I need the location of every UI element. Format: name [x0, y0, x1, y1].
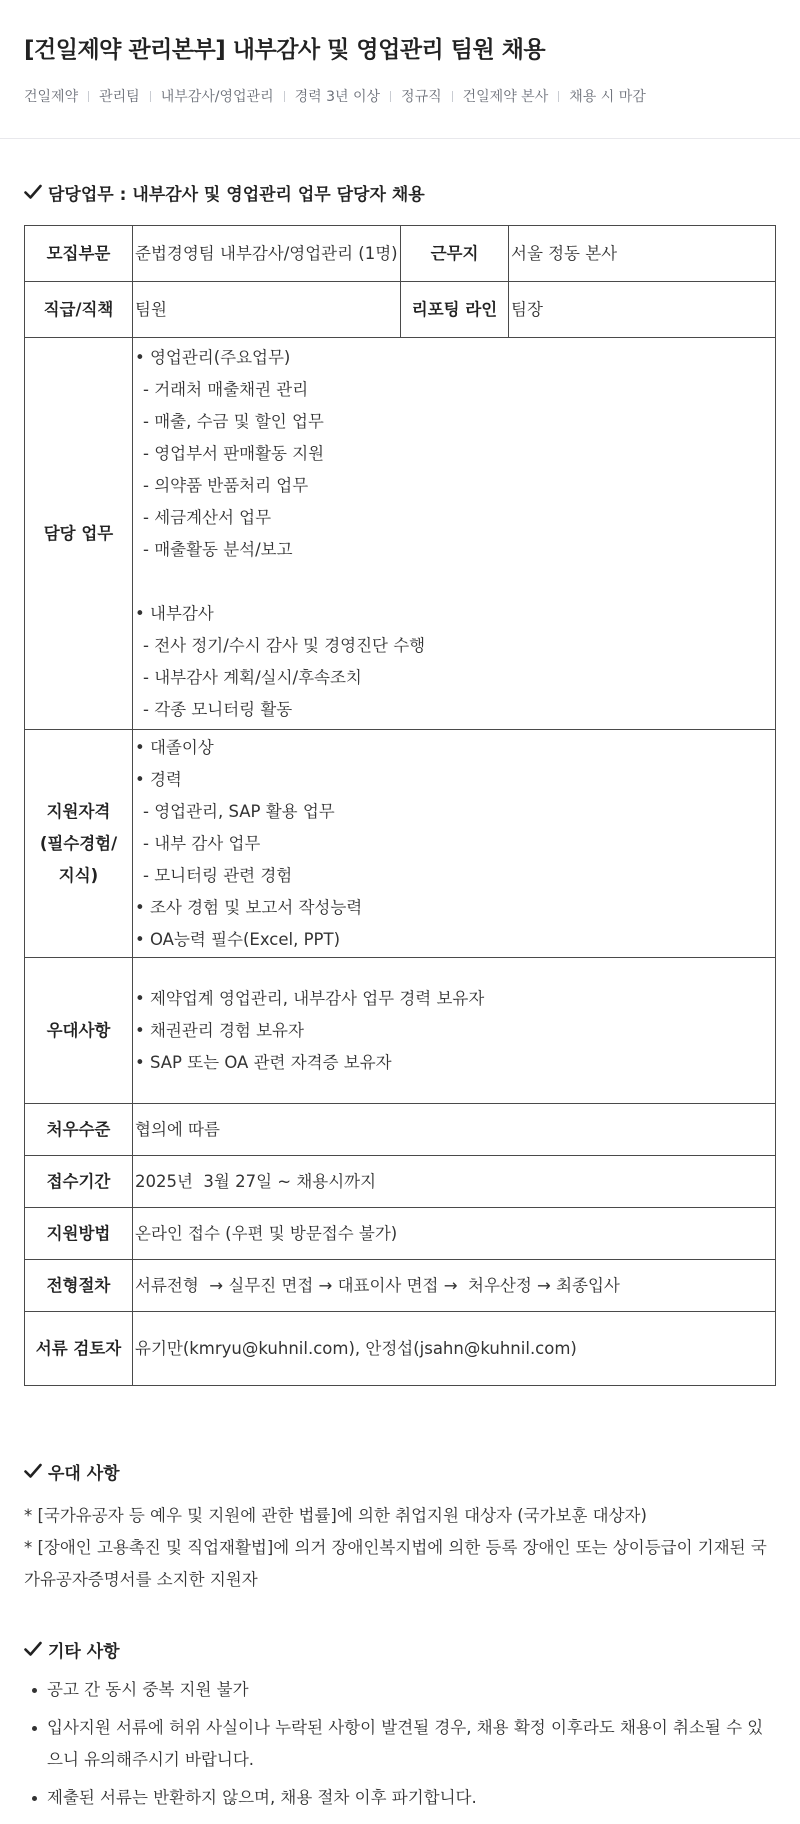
tag-employment-type: 정규직: [401, 89, 442, 105]
tasks-item: - 각종 모니터링 활동: [143, 700, 293, 719]
method-label: 지원방법: [25, 1208, 133, 1260]
qualification-item: • 대졸이상: [135, 737, 214, 757]
period-value: [133, 1156, 776, 1208]
table-row: [25, 730, 776, 958]
salary-value-text: 협의에 따름: [135, 1119, 220, 1139]
dept-value: [133, 226, 401, 282]
reviewer-value-text: 유기만(kmryu@kuhnil.com), 안정섭(jsahn@kuhnil.com): [135, 1338, 577, 1358]
period-label: 접수기간: [25, 1156, 133, 1208]
report-label: 리포팅 라인: [401, 282, 509, 338]
preference-heading: [24, 1458, 776, 1484]
etc-heading-text: 기타 사항: [48, 1641, 120, 1662]
tasks-group-title: • 내부감사: [135, 604, 214, 623]
tag-divider: [150, 91, 151, 102]
tasks-item: - 세금계산서 업무: [143, 508, 272, 527]
list-item-text: 공고 간 동시 중복 지원 불가: [47, 1680, 249, 1699]
list-item-text: 입사지원 서류에 허위 사실이나 누락된 사항이 발견될 경우, 채용 확정 이후라도 채용이 취소될 수 있으니 유의해주시기 바랍니다.: [47, 1718, 764, 1769]
table-row: [25, 1312, 776, 1386]
qualification-label-line: 지원자격: [46, 801, 111, 821]
preference-item: • 제약업계 영업관리, 내부감사 업무 경력 보유자: [135, 988, 485, 1008]
posting-body: [0, 139, 800, 1814]
tag-divider: [390, 91, 391, 102]
salary-label: 처우수준: [25, 1104, 133, 1156]
list-item: [24, 1782, 776, 1814]
tag-location: 건일제약 본사: [462, 89, 549, 105]
tasks-value: [133, 338, 776, 730]
table-row: [25, 338, 776, 730]
qualification-sub-item: - 모니터링 관련 경험: [143, 865, 293, 885]
tasks-item: - 매출, 수금 및 할인 업무: [143, 412, 324, 431]
list-item-text: 제출된 서류는 반환하지 않으며, 채용 절차 이후 파기합니다.: [47, 1788, 477, 1807]
tasks-item: - 영업부서 판매활동 지원: [143, 444, 325, 463]
check-icon: [24, 182, 44, 202]
posting-tags: [24, 86, 776, 106]
dept-label: 모집부문: [25, 226, 133, 282]
preference-notes: [24, 1500, 776, 1596]
table-row: [25, 958, 776, 1104]
duty-heading: [24, 179, 776, 205]
process-label: 전형절차: [25, 1260, 133, 1312]
bullet-dot: [32, 1796, 37, 1801]
table-row: [25, 282, 776, 338]
page-title: [건일제약 관리본부] 내부감사 및 영업관리 팀원 채용: [24, 37, 546, 63]
process-value-text: 서류전형 → 실무진 면접 → 대표이사 면접 → 처우산정 → 최종입사: [135, 1275, 620, 1295]
method-value: [133, 1208, 776, 1260]
tag-deadline: 채용 시 마감: [569, 89, 646, 105]
tasks-group-title: • 영업관리(주요업무): [135, 348, 291, 367]
dept-value-text: 준법경영팀 내부감사/영업관리 (1명): [135, 243, 398, 263]
table-row: [25, 1104, 776, 1156]
report-value-text: 팀장: [511, 299, 543, 319]
table-row: [25, 1156, 776, 1208]
preference-item: • 채권관리 경험 보유자: [135, 1020, 304, 1040]
tag-divider: [88, 91, 89, 102]
preference-heading-text: 우대 사항: [48, 1463, 120, 1484]
location-label: 근무지: [401, 226, 509, 282]
etc-list: [24, 1674, 776, 1814]
salary-value: [133, 1104, 776, 1156]
tag-divider: [558, 91, 559, 102]
preference-label: 우대사항: [25, 958, 133, 1104]
qualification-sub-item: - 영업관리, SAP 활용 업무: [143, 801, 335, 821]
qualification-item: • 경력: [135, 769, 182, 789]
preference-note: * [장애인 고용촉진 및 직업재활법]에 의거 장애인복지법에 의한 등록 장애인 또는 상이등급이 기재된 국가유공자증명서를 소지한 지원자: [24, 1538, 767, 1589]
bullet-dot: [32, 1726, 37, 1731]
check-icon: [24, 1461, 44, 1481]
tag-job: 내부감사/영업관리: [160, 89, 274, 105]
job-description-table: [24, 225, 776, 1386]
table-row: [25, 1260, 776, 1312]
duty-heading-text: 담당업무 : 내부감사 및 영업관리 업무 담당자 채용: [48, 184, 425, 205]
rank-value: [133, 282, 401, 338]
tasks-label: 담당 업무: [25, 338, 133, 730]
spacer: [135, 566, 773, 598]
tasks-item: - 매출활동 분석/보고: [143, 540, 293, 559]
qualification-label-line: 지식): [58, 865, 99, 885]
table-row: [25, 226, 776, 282]
tag-divider: [284, 91, 285, 102]
tag-divider: [452, 91, 453, 102]
tasks-item: - 의약품 반품처리 업무: [143, 476, 309, 495]
rank-label: 직급/직책: [25, 282, 133, 338]
table-row: [25, 1208, 776, 1260]
bullet-dot: [32, 1688, 37, 1693]
location-value-text: 서울 정동 본사: [511, 243, 618, 263]
report-value: [509, 282, 776, 338]
reviewer-label: 서류 검토자: [25, 1312, 133, 1386]
tag-team: 관리팀: [99, 89, 140, 105]
preference-value: [133, 958, 776, 1104]
tag-experience: 경력 3년 이상: [294, 89, 381, 105]
qualification-item: • OA능력 필수(Excel, PPT): [135, 929, 341, 949]
location-value: [509, 226, 776, 282]
reviewer-value: [133, 1312, 776, 1386]
qualification-sub-item: - 내부 감사 업무: [143, 833, 261, 853]
qualification-label: [25, 730, 133, 958]
tasks-item: - 거래처 매출채권 관리: [143, 380, 309, 399]
tag-company: 건일제약: [24, 89, 79, 105]
check-icon: [24, 1639, 44, 1659]
preference-note: * [국가유공자 등 예우 및 지원에 관한 법률]에 의한 취업지원 대상자 (국가보훈 대상자): [24, 1506, 647, 1525]
rank-value-text: 팀원: [135, 299, 167, 319]
period-value-text: 2025년 3월 27일 ~ 채용시까지: [135, 1171, 377, 1191]
qualification-item: • 조사 경험 및 보고서 작성능력: [135, 897, 363, 917]
posting-header: [0, 0, 800, 139]
etc-heading: [24, 1636, 776, 1662]
qualification-value: [133, 730, 776, 958]
tasks-item: - 내부감사 계획/실시/후속조치: [143, 668, 362, 687]
list-item: [24, 1712, 776, 1776]
qualification-label-line: (필수경험/: [39, 833, 118, 853]
list-item: [24, 1674, 776, 1706]
method-value-text: 온라인 접수 (우편 및 방문접수 불가): [135, 1223, 398, 1243]
process-value: [133, 1260, 776, 1312]
preference-item: • SAP 또는 OA 관련 자격증 보유자: [135, 1052, 392, 1072]
tasks-item: - 전사 정기/수시 감사 및 경영진단 수행: [143, 636, 426, 655]
